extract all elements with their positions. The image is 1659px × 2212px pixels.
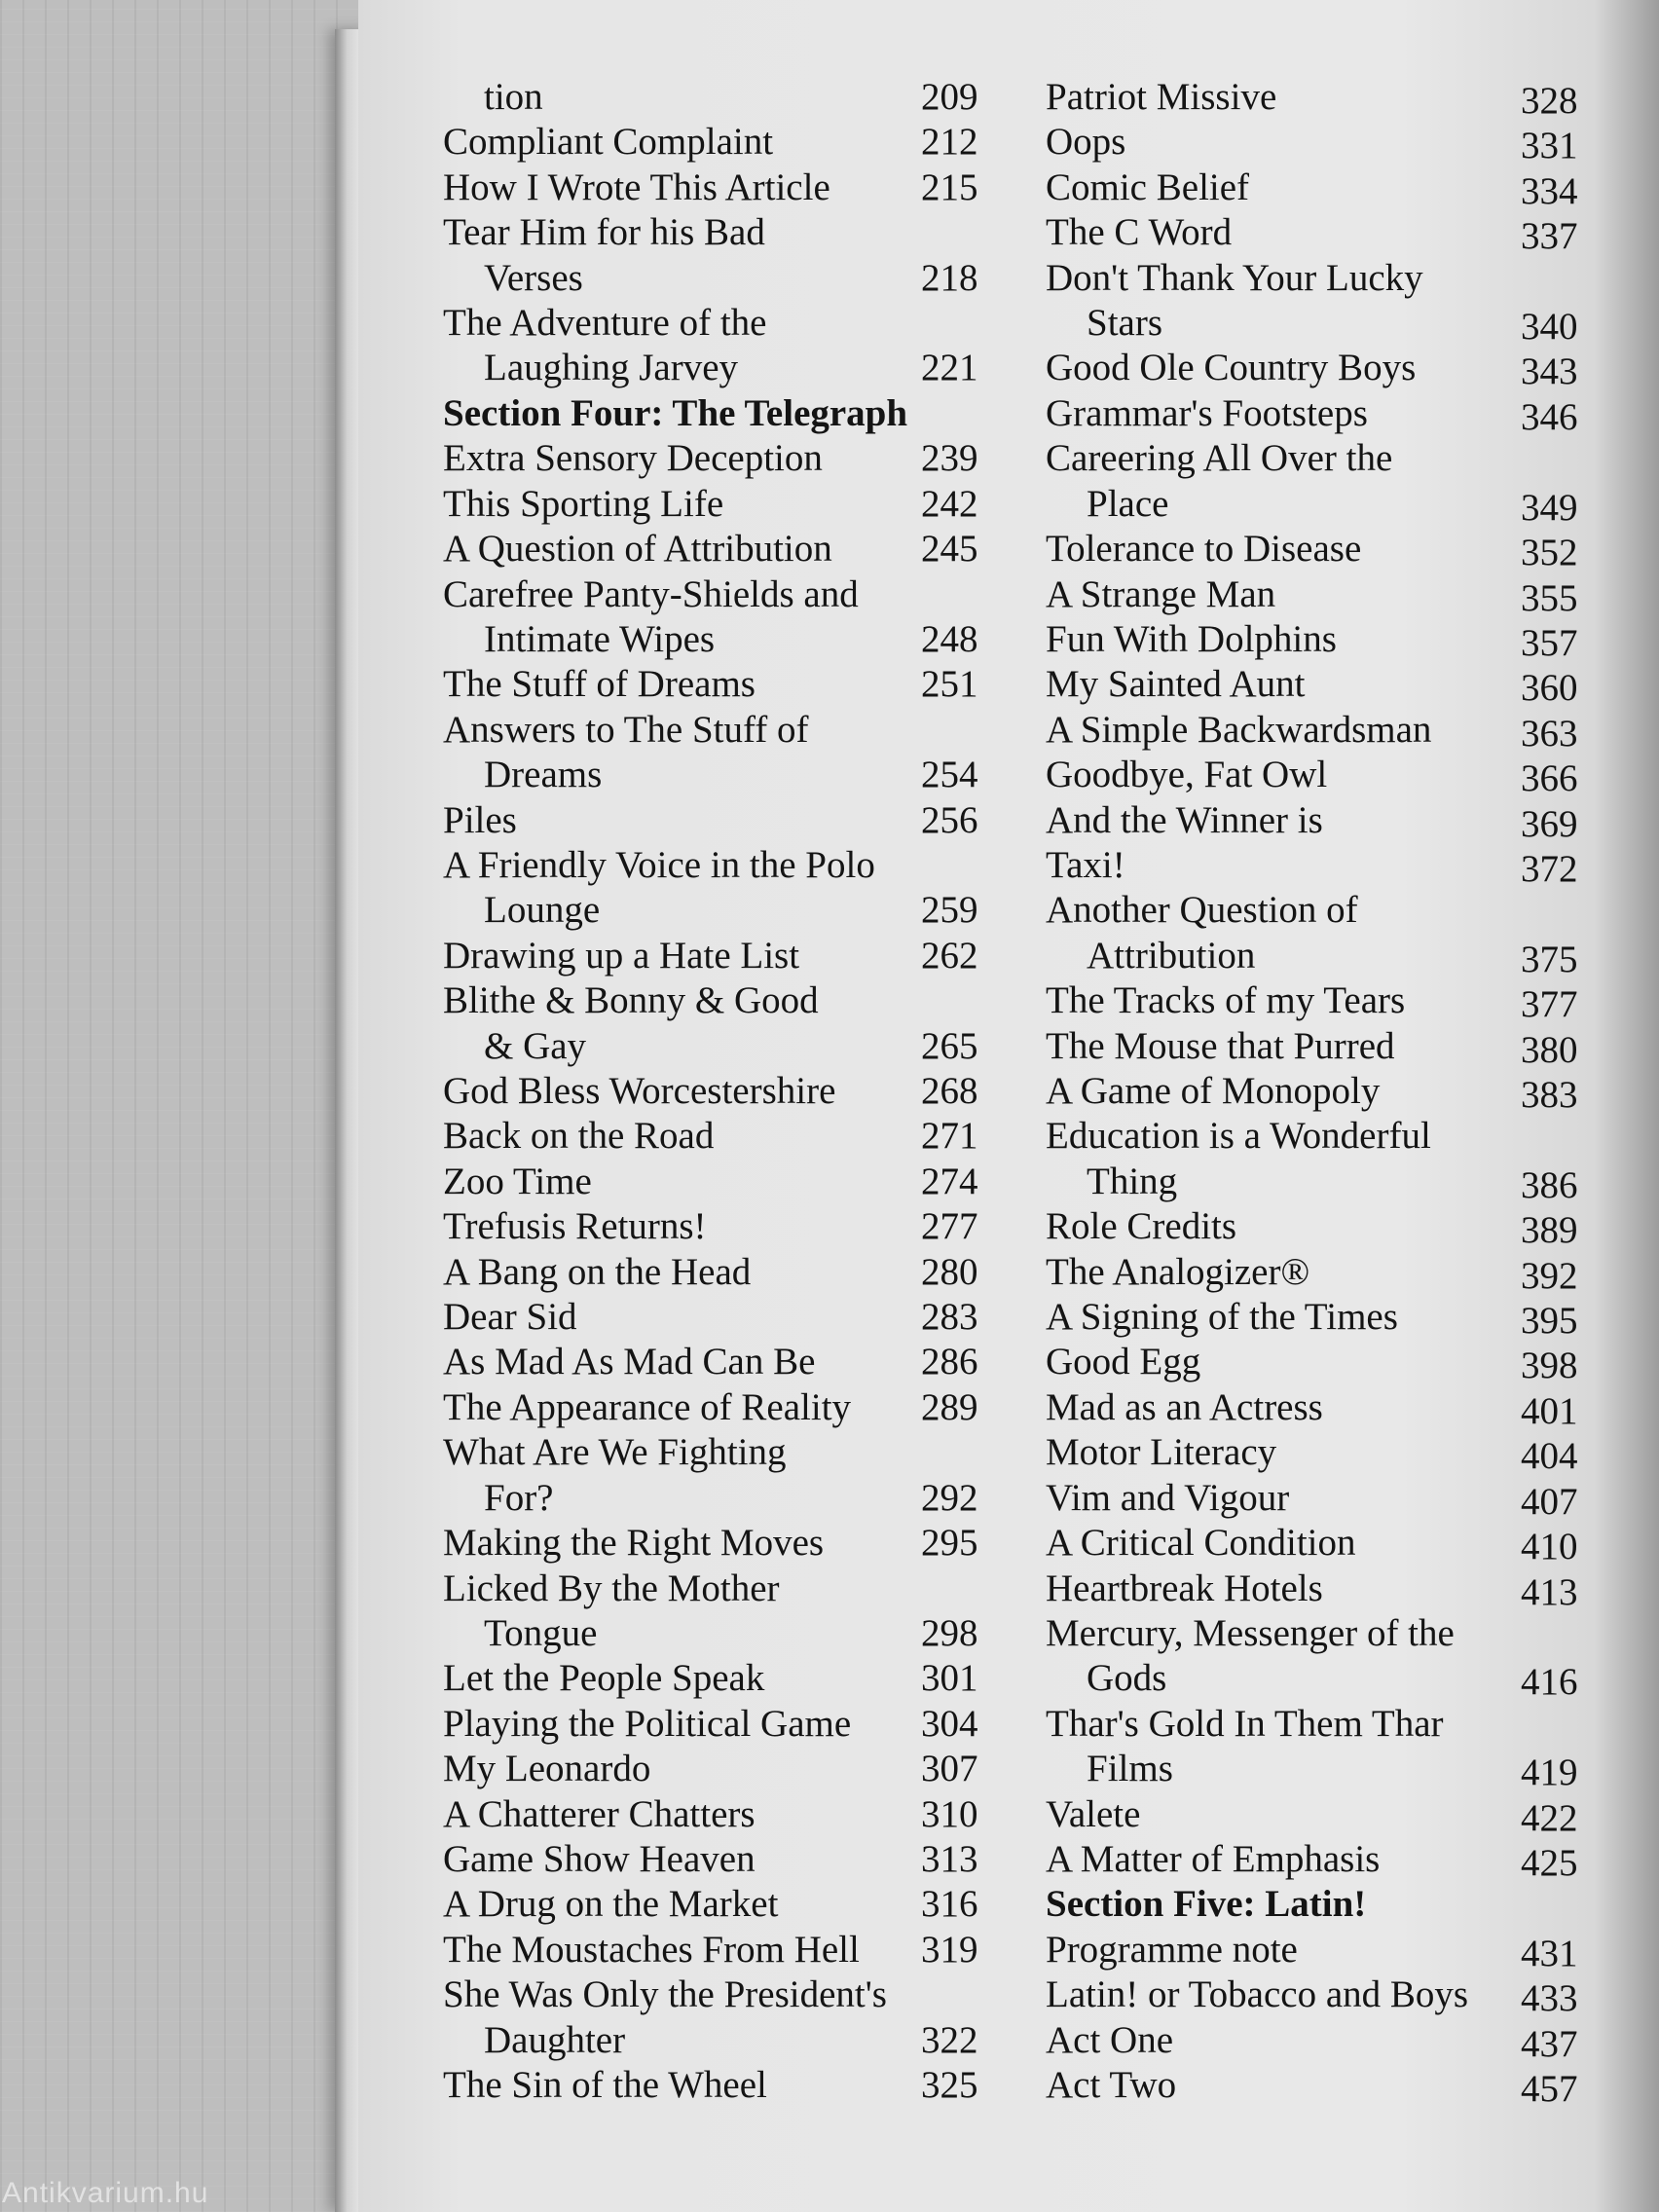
toc-entry-title: Valete: [1046, 1793, 1141, 1835]
toc-entry-page-number: 322: [921, 2019, 978, 2061]
toc-entry-title: Lounge: [484, 889, 601, 931]
toc-entry-page-number: 286: [921, 1341, 978, 1382]
toc-entry-title: Act One: [1046, 2019, 1174, 2061]
toc-entry-page-number: 380: [1521, 1029, 1578, 1071]
toc-entry-title: Programme note: [1046, 1929, 1298, 1971]
watermark: Antikvarium.hu: [2, 2177, 209, 2209]
toc-entry-title: Films: [1087, 1748, 1173, 1789]
toc-entry-title: The Moustaches From Hell: [443, 1929, 860, 1971]
toc-entry-title: Stars: [1087, 302, 1162, 344]
toc-entry-title: A Signing of the Times: [1046, 1296, 1398, 1338]
toc-entry-title: Attribution: [1087, 935, 1256, 977]
toc-entry-page-number: 256: [921, 799, 978, 841]
toc-entry-page-number: 218: [921, 257, 978, 299]
toc-entry-title: A Simple Backwardsman: [1046, 709, 1432, 751]
toc-entry-title: Tongue: [484, 1612, 598, 1654]
toc-entry-title: Patriot Missive: [1046, 76, 1277, 118]
toc-entry-page-number: 313: [921, 1838, 978, 1880]
toc-entry-title: Thing: [1087, 1161, 1178, 1202]
section-heading: Section Five: Latin!: [1046, 1883, 1367, 1925]
toc-entry-page-number: 377: [1521, 983, 1578, 1025]
toc-entry-title: Another Question of: [1046, 889, 1358, 931]
toc-entry-title: Latin! or Tobacco and Boys: [1046, 1973, 1469, 2015]
toc-entry-title: Zoo Time: [443, 1161, 592, 1202]
toc-entry-title: Tear Him for his Bad: [443, 211, 765, 253]
toc-entry-title: Licked By the Mother: [443, 1567, 780, 1609]
toc-entry-page-number: 413: [1521, 1571, 1578, 1613]
toc-entry-page-number: 457: [1521, 2068, 1578, 2110]
toc-entry-title: Daughter: [484, 2019, 626, 2061]
toc-entry-title: Making the Right Moves: [443, 1522, 825, 1564]
toc-entry-title: Act Two: [1046, 2064, 1177, 2106]
toc-entry-page-number: 331: [1521, 125, 1578, 166]
toc-entry-title: Back on the Road: [443, 1115, 715, 1157]
toc-entry-title: & Gay: [484, 1025, 587, 1067]
toc-entry-title: Careering All Over the: [1046, 437, 1393, 479]
toc-entry-page-number: 325: [921, 2064, 978, 2106]
toc-entry-title: Motor Literacy: [1046, 1431, 1277, 1473]
toc-entry-title: Let the People Speak: [443, 1657, 765, 1699]
toc-entry-title: Heartbreak Hotels: [1046, 1567, 1323, 1609]
toc-entry-page-number: 395: [1521, 1300, 1578, 1342]
toc-entry-title: Thar's Gold In Them Thar: [1046, 1703, 1444, 1745]
toc-entry-title: Vim and Vigour: [1046, 1477, 1290, 1519]
toc-entry-page-number: 289: [921, 1386, 978, 1428]
section-heading: Section Four: The Telegraph: [443, 392, 908, 434]
toc-entry-page-number: 304: [921, 1703, 978, 1745]
toc-entry-page-number: 215: [921, 166, 978, 208]
toc-entry-title: For?: [484, 1477, 554, 1519]
toc-entry-page-number: 212: [921, 121, 978, 163]
toc-entry-page-number: 268: [921, 1070, 978, 1112]
toc-entry-title: Tolerance to Disease: [1046, 528, 1362, 570]
toc-entry-title: And the Winner is: [1046, 799, 1323, 841]
toc-entry-page-number: 389: [1521, 1209, 1578, 1251]
toc-entry-title: Grammar's Footsteps: [1046, 392, 1368, 434]
toc-entry-title: Don't Thank Your Lucky: [1046, 257, 1423, 299]
toc-entry-page-number: 316: [921, 1883, 978, 1925]
toc-entry-page-number: 262: [921, 935, 978, 977]
toc-entry-page-number: 221: [921, 347, 978, 388]
toc-entry-page-number: 337: [1521, 215, 1578, 257]
toc-entry-page-number: 369: [1521, 803, 1578, 845]
toc-entry-title: She Was Only the President's: [443, 1973, 887, 2015]
toc-entry-title: My Sainted Aunt: [1046, 663, 1306, 705]
toc-entry-title: Role Credits: [1046, 1205, 1237, 1247]
toc-entry-title: A Matter of Emphasis: [1046, 1838, 1381, 1880]
toc-entry-title: Mad as an Actress: [1046, 1386, 1323, 1428]
toc-entry-title: How I Wrote This Article: [443, 166, 830, 208]
toc-entry-title: The Adventure of the: [443, 302, 767, 344]
toc-entry-page-number: 352: [1521, 532, 1578, 573]
toc-entry-title: The Tracks of my Tears: [1046, 979, 1406, 1021]
toc-entry-page-number: 310: [921, 1793, 978, 1835]
toc-entry-page-number: 357: [1521, 622, 1578, 664]
toc-entry-title: Carefree Panty-Shields and: [443, 573, 859, 615]
toc-entry-title: Good Egg: [1046, 1341, 1201, 1382]
toc-entry-page-number: 343: [1521, 350, 1578, 392]
toc-entry-title: The C Word: [1046, 211, 1233, 253]
toc-entry-title: Comic Belief: [1046, 166, 1250, 208]
toc-entry-page-number: 363: [1521, 713, 1578, 755]
toc-entry-title: The Analogizer®: [1046, 1251, 1310, 1293]
toc-entry-page-number: 301: [921, 1657, 978, 1699]
toc-entry-title: Gods: [1087, 1657, 1167, 1699]
toc-entry-title: God Bless Worcestershire: [443, 1070, 836, 1112]
toc-entry-page-number: 416: [1521, 1661, 1578, 1703]
toc-entry-page-number: 401: [1521, 1390, 1578, 1432]
toc-entry-page-number: 437: [1521, 2023, 1578, 2065]
toc-entry-page-number: 283: [921, 1296, 978, 1338]
toc-entry-page-number: 410: [1521, 1526, 1578, 1567]
toc-entry-page-number: 340: [1521, 306, 1578, 348]
toc-entry-page-number: 254: [921, 754, 978, 795]
toc-entry-page-number: 271: [921, 1115, 978, 1157]
toc-entry-title: Playing the Political Game: [443, 1703, 852, 1745]
toc-entry-page-number: 242: [921, 483, 978, 525]
toc-entry-page-number: 404: [1521, 1435, 1578, 1477]
toc-entry-page-number: 295: [921, 1522, 978, 1564]
toc-entry-page-number: 265: [921, 1025, 978, 1067]
toc-entry-title: Drawing up a Hate List: [443, 935, 800, 977]
toc-entry-title: A Chatterer Chatters: [443, 1793, 756, 1835]
toc-entry-page-number: 259: [921, 889, 978, 931]
toc-entry-title: Dear Sid: [443, 1296, 577, 1338]
toc-entry-title: The Sin of the Wheel: [443, 2064, 767, 2106]
toc-entry-page-number: 328: [1521, 80, 1578, 122]
toc-entry-page-number: 298: [921, 1612, 978, 1654]
toc-entry-title: Blithe & Bonny & Good: [443, 979, 819, 1021]
toc-entry-page-number: 386: [1521, 1164, 1578, 1206]
toc-entry-title: Mercury, Messenger of the: [1046, 1612, 1455, 1654]
toc-entry-title: Game Show Heaven: [443, 1838, 756, 1880]
toc-entry-title: Dreams: [484, 754, 603, 795]
toc-entry-page-number: 375: [1521, 939, 1578, 980]
toc-entry-page-number: 251: [921, 663, 978, 705]
toc-entry-page-number: 425: [1521, 1842, 1578, 1884]
contents-page: [358, 0, 1659, 2212]
toc-entry-page-number: 433: [1521, 1977, 1578, 2019]
toc-entry-page-number: 419: [1521, 1751, 1578, 1793]
toc-entry-page-number: 407: [1521, 1481, 1578, 1523]
toc-entry-title: tion: [484, 76, 543, 118]
toc-entry-title: What Are We Fighting: [443, 1431, 787, 1473]
toc-entry-title: The Appearance of Reality: [443, 1386, 852, 1428]
toc-entry-title: As Mad As Mad Can Be: [443, 1341, 816, 1382]
toc-entry-page-number: 372: [1521, 848, 1578, 890]
toc-entry-title: Verses: [484, 257, 583, 299]
toc-entry-title: A Critical Condition: [1046, 1522, 1356, 1564]
toc-entry-title: A Drug on the Market: [443, 1883, 779, 1925]
toc-entry-title: Goodbye, Fat Owl: [1046, 754, 1328, 795]
toc-entry-title: A Question of Attribution: [443, 528, 832, 570]
toc-entry-title: This Sporting Life: [443, 483, 724, 525]
toc-entry-title: Compliant Complaint: [443, 121, 774, 163]
toc-entry-title: Trefusis Returns!: [443, 1205, 707, 1247]
toc-entry-page-number: 274: [921, 1161, 978, 1202]
toc-entry-title: Fun With Dolphins: [1046, 618, 1337, 660]
toc-entry-title: Piles: [443, 799, 517, 841]
toc-entry-page-number: 334: [1521, 170, 1578, 212]
toc-entry-title: My Leonardo: [443, 1748, 651, 1789]
toc-entry-title: Answers to The Stuff of: [443, 709, 809, 751]
toc-entry-title: The Stuff of Dreams: [443, 663, 756, 705]
toc-entry-page-number: 245: [921, 528, 978, 570]
toc-entry-page-number: 280: [921, 1251, 978, 1293]
toc-entry-title: Intimate Wipes: [484, 618, 716, 660]
toc-entry-page-number: 349: [1521, 487, 1578, 529]
toc-entry-page-number: 292: [921, 1477, 978, 1519]
toc-entry-title: Oops: [1046, 121, 1126, 163]
toc-entry-title: A Game of Monopoly: [1046, 1070, 1381, 1112]
toc-entry-page-number: 355: [1521, 577, 1578, 619]
toc-entry-page-number: 239: [921, 437, 978, 479]
toc-entry-page-number: 319: [921, 1929, 978, 1971]
toc-entry-title: Laughing Jarvey: [484, 347, 739, 388]
toc-entry-page-number: 392: [1521, 1255, 1578, 1297]
toc-entry-page-number: 366: [1521, 757, 1578, 799]
toc-entry-title: A Strange Man: [1046, 573, 1276, 615]
toc-entry-page-number: 398: [1521, 1345, 1578, 1386]
toc-entry-page-number: 383: [1521, 1074, 1578, 1116]
toc-entry-page-number: 277: [921, 1205, 978, 1247]
toc-entry-page-number: 307: [921, 1748, 978, 1789]
toc-entry-title: The Mouse that Purred: [1046, 1025, 1395, 1067]
toc-entry-title: Place: [1087, 483, 1169, 525]
toc-entry-page-number: 431: [1521, 1933, 1578, 1974]
toc-entry-title: Taxi!: [1046, 844, 1125, 886]
toc-entry-title: Extra Sensory Deception: [443, 437, 823, 479]
toc-entry-page-number: 248: [921, 618, 978, 660]
toc-entry-title: A Friendly Voice in the Polo: [443, 844, 875, 886]
toc-entry-title: A Bang on the Head: [443, 1251, 752, 1293]
toc-entry-page-number: 209: [921, 76, 978, 118]
toc-entry-page-number: 346: [1521, 396, 1578, 438]
toc-entry-title: Education is a Wonderful: [1046, 1115, 1431, 1157]
toc-entry-page-number: 422: [1521, 1797, 1578, 1839]
toc-entry-page-number: 360: [1521, 667, 1578, 709]
toc-entry-title: Good Ole Country Boys: [1046, 347, 1417, 388]
